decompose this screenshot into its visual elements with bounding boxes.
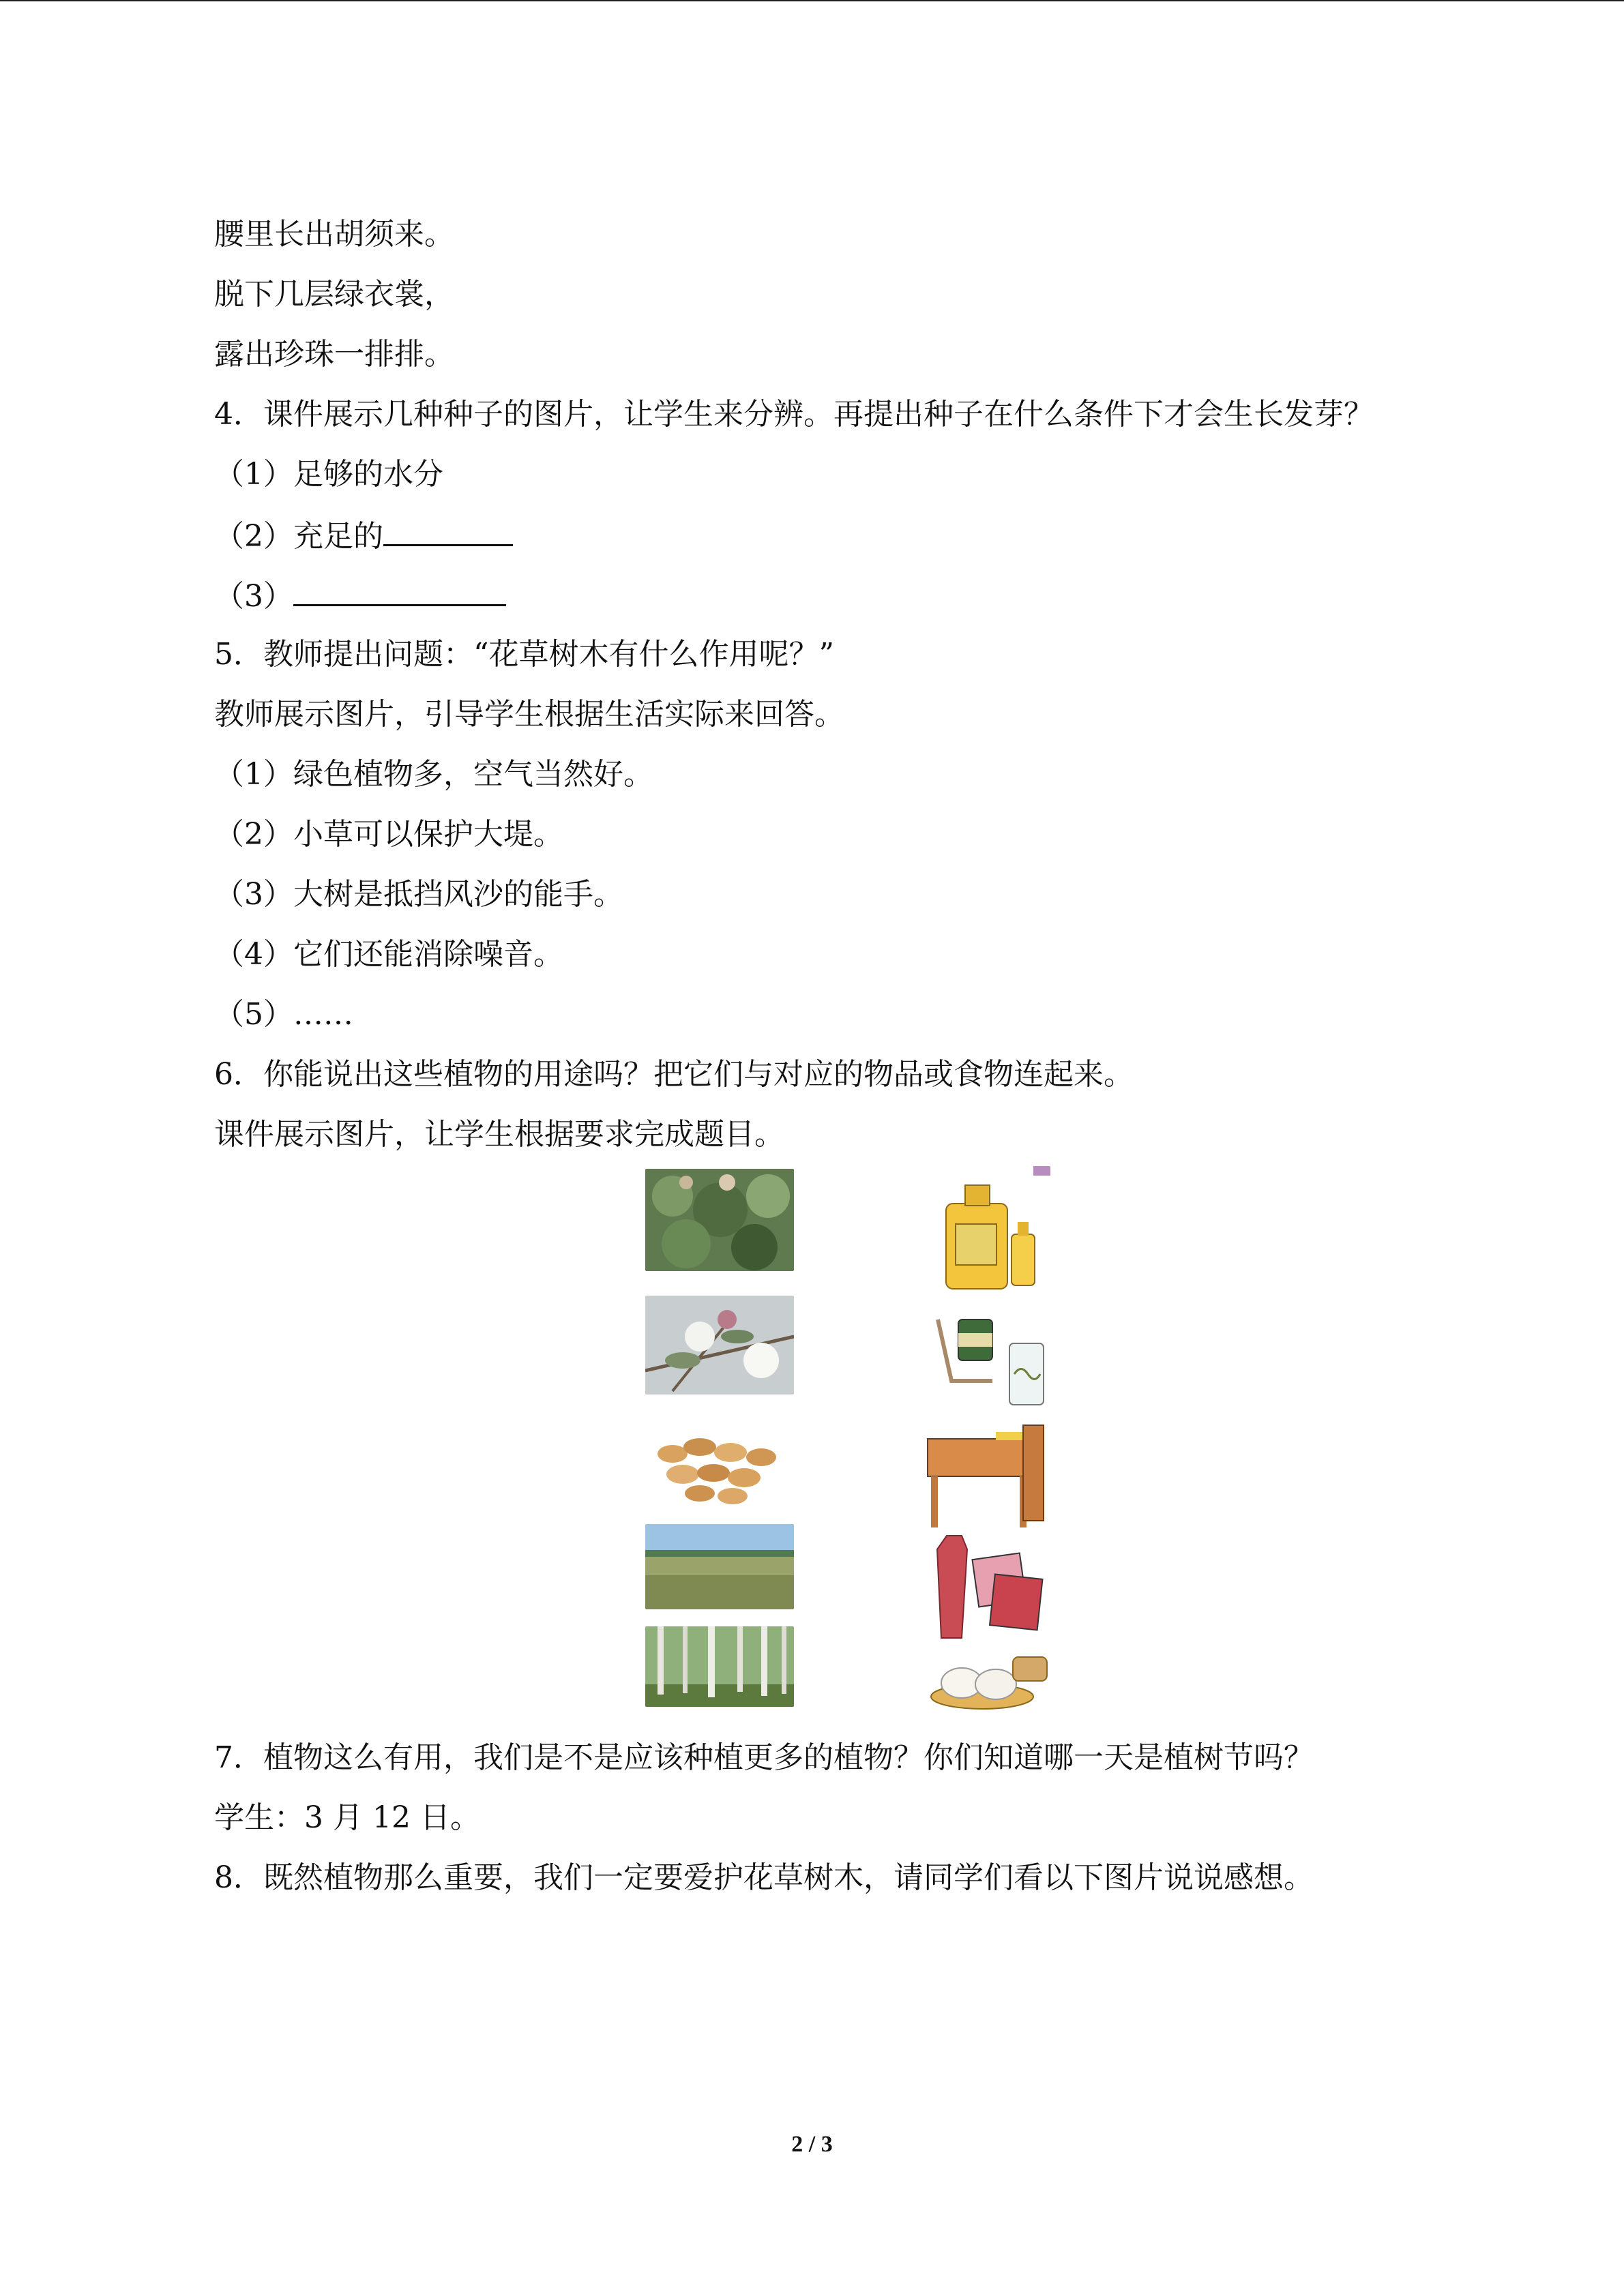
answer-4-2 bbox=[214, 514, 513, 557]
fill-blank-2[interactable] bbox=[293, 574, 506, 606]
cotton-plant-photo[interactable] bbox=[645, 1296, 794, 1395]
answer-5-2: （2）小草可以保护大堤。 bbox=[214, 817, 563, 852]
fill-blank-1[interactable] bbox=[383, 514, 513, 546]
question-5-intro: 教师展示图片，引导学生根据生活实际来回答。 bbox=[214, 697, 844, 732]
steamed-buns-illustration[interactable] bbox=[928, 1643, 1050, 1712]
poem-line-1: 腰里长出胡须来。 bbox=[214, 217, 454, 252]
answer-5-3: （3）大树是抵挡风沙的能手。 bbox=[214, 877, 623, 912]
wooden-desk-chair-illustration[interactable] bbox=[921, 1418, 1050, 1534]
answer-4-2-text: （2）充足的 bbox=[214, 519, 383, 554]
tea-cup-illustration[interactable] bbox=[931, 1306, 1050, 1412]
matching-figure bbox=[641, 1166, 1050, 1712]
wheat-field-photo[interactable] bbox=[645, 1524, 794, 1609]
birch-forest-photo[interactable] bbox=[645, 1626, 794, 1707]
tea-plant-photo[interactable] bbox=[645, 1169, 794, 1271]
question-7: 7．植物这么有用，我们是不是应该种植更多的植物？你们知道哪一天是植树节吗？ bbox=[214, 1740, 1314, 1775]
answer-4-3-text: （3） bbox=[214, 579, 293, 614]
answer-5-5: （5）…… bbox=[214, 997, 353, 1032]
page-top-border bbox=[0, 0, 1624, 1]
question-8: 8．既然植物那么重要，我们一定要爱护花草树木，请同学们看以下图片说说感想。 bbox=[214, 1860, 1314, 1895]
poem-line-2: 脱下几层绿衣裳， bbox=[214, 277, 454, 312]
cooking-oil-illustration[interactable] bbox=[931, 1166, 1050, 1296]
answer-5-4: （4）它们还能消除噪音。 bbox=[214, 937, 563, 972]
question-6: 6．你能说出这些植物的用途吗？把它们与对应的物品或食物连起来。 bbox=[214, 1057, 1134, 1092]
answer-4-3 bbox=[214, 574, 506, 617]
answer-5-1: （1）绿色植物多，空气当然好。 bbox=[214, 757, 653, 792]
page-number: 2 / 3 bbox=[791, 2132, 833, 2157]
answer-4-1: （1）足够的水分 bbox=[214, 457, 443, 492]
question-4: 4．课件展示几种种子的图片，让学生来分辨。再提出种子在什么条件下才会生长发芽？ bbox=[214, 397, 1374, 432]
question-5: 5．教师提出问题：“花草树木有什么作用呢？” bbox=[214, 637, 834, 672]
poem-line-3: 露出珍珠一排排。 bbox=[214, 337, 454, 372]
peanuts-photo[interactable] bbox=[645, 1420, 794, 1508]
question-7-answer: 学生：3 月 12 日。 bbox=[214, 1800, 480, 1835]
question-6-intro: 课件展示图片，让学生根据要求完成题目。 bbox=[214, 1117, 784, 1152]
qipao-cloth-illustration[interactable] bbox=[928, 1529, 1050, 1645]
